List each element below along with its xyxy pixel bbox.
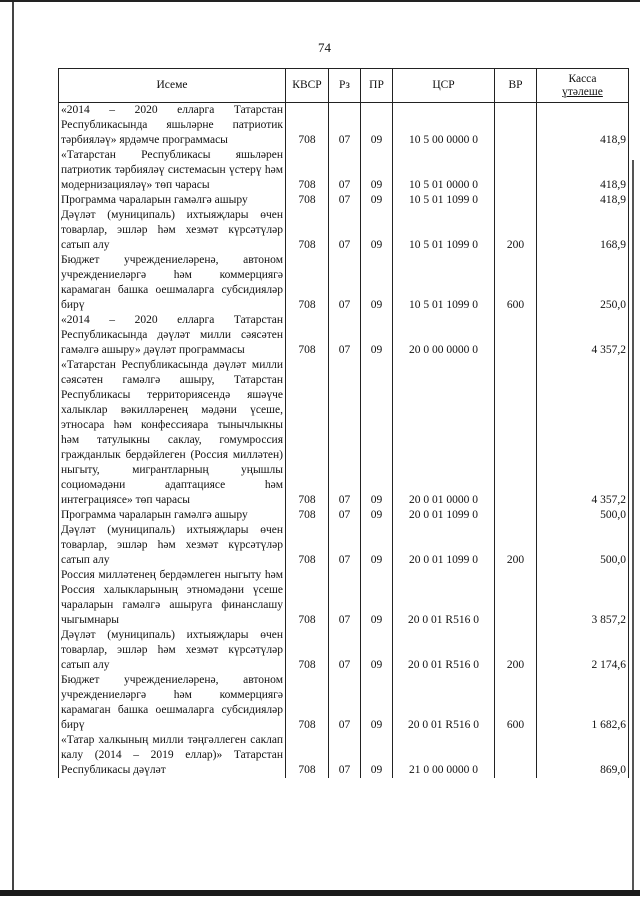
table-row [59,628,629,673]
row-amount-cell: 2 174,6 [537,628,629,673]
row-rz-cell: 07 [329,568,361,628]
row-csr-cell: 20 0 01 1099 0 [393,508,495,523]
table-row [59,148,629,193]
row-pr-cell: 09 [361,523,393,568]
row-pr-cell: 09 [361,313,393,358]
row-name-cell: Бюджет учреждениеләренә, автоном учреждениеләргә һәм коммерциягә карамаган башка оешмаларга субсидияләр бирү [59,673,286,733]
row-pr-cell: 09 [361,508,393,523]
row-vr-cell: 600 [495,253,537,313]
row-rz-cell: 07 [329,208,361,253]
row-kvsr-cell: 708 [286,358,329,508]
row-kvsr-cell: 708 [286,733,329,778]
row-pr-cell: 09 [361,193,393,208]
row-amount-cell: 250,0 [537,253,629,313]
row-csr-cell: 10 5 01 0000 0 [393,148,495,193]
header-kvsr: КВСР [286,69,329,103]
row-pr-cell: 09 [361,358,393,508]
row-csr-cell: 10 5 01 1099 0 [393,208,495,253]
table-row [59,208,629,253]
row-name-cell: «2014 – 2020 елларга Татарстан Республикасында яшьләрне патриотик тәрбияләү» ярдәмче программасы [59,103,286,149]
row-name-cell: Бюджет учреждениеләренә, автоном учреждениеләргә һәм коммерциягә карамаган башка оешмаларга субсидияләр бирү [59,253,286,313]
row-kvsr-cell: 708 [286,148,329,193]
row-pr-cell: 09 [361,253,393,313]
table-row [59,508,629,523]
row-pr-cell: 09 [361,148,393,193]
row-pr-cell: 09 [361,103,393,149]
page-left-edge [12,2,14,890]
table-row [59,103,629,149]
row-rz-cell: 07 [329,313,361,358]
table-row [59,313,629,358]
row-name-cell: Дәүләт (муниципаль) ихтыяҗлары өчен товарлар, эшләр һәм хезмәт күрсәтүләр сатып алу [59,523,286,568]
row-csr-cell: 10 5 00 0000 0 [393,103,495,149]
row-rz-cell: 07 [329,358,361,508]
row-name-cell: Дәүләт (муниципаль) ихтыяҗлары өчен товарлар, эшләр һәм хезмәт күрсәтүләр сатып алу [59,208,286,253]
row-vr-cell [495,358,537,508]
row-amount-cell: 500,0 [537,523,629,568]
header-name: Исеме [59,69,286,103]
row-amount-cell: 3 857,2 [537,568,629,628]
row-vr-cell [495,148,537,193]
header-amount [537,69,629,103]
row-kvsr-cell: 708 [286,673,329,733]
page-top-edge [0,0,640,2]
row-amount-cell: 4 357,2 [537,358,629,508]
row-pr-cell: 09 [361,568,393,628]
row-csr-cell: 20 0 01 1099 0 [393,523,495,568]
row-vr-cell: 600 [495,673,537,733]
row-name-cell: Дәүләт (муниципаль) ихтыяҗлары өчен товарлар, эшләр һәм хезмәт күрсәтүләр сатып алу [59,628,286,673]
row-kvsr-cell: 708 [286,253,329,313]
table-row [59,358,629,508]
row-kvsr-cell: 708 [286,103,329,149]
row-rz-cell: 07 [329,148,361,193]
row-amount-cell: 869,0 [537,733,629,778]
row-vr-cell [495,193,537,208]
page-bottom-edge [0,890,640,896]
row-kvsr-cell: 708 [286,313,329,358]
row-csr-cell: 20 0 01 R516 0 [393,673,495,733]
row-csr-cell: 20 0 01 R516 0 [393,628,495,673]
row-name-cell: «Татарстан Республикасында дәүләт милли сәясәтен гамәлгә ашыру, Татарстан Республикасы территориясендә яшәүче халыклар вәкилләренең мәдәни үсеше, этносара һәм конфессияара тынычлыкны һәм татулыкны саклау, гомумроссия гражданлык бердәйлеген (Россия милләтен) ныгыту, мигрантларның уңышлы социомәдәни адаптациясе һәм интеграциясе» төп чарасы [59,358,286,508]
row-vr-cell [495,733,537,778]
row-rz-cell: 07 [329,253,361,313]
header-pr: ПР [361,69,393,103]
row-vr-cell: 200 [495,628,537,673]
header-vr: ВР [495,69,537,103]
row-rz-cell: 07 [329,193,361,208]
row-vr-cell: 200 [495,523,537,568]
row-rz-cell: 07 [329,523,361,568]
row-amount-cell: 418,9 [537,148,629,193]
table-row [59,253,629,313]
row-pr-cell: 09 [361,673,393,733]
row-amount-cell: 418,9 [537,193,629,208]
row-vr-cell [495,313,537,358]
row-rz-cell: 07 [329,103,361,149]
row-amount-cell: 4 357,2 [537,313,629,358]
row-rz-cell: 07 [329,628,361,673]
row-vr-cell [495,508,537,523]
row-rz-cell: 07 [329,673,361,733]
row-name-cell: Программа чараларын гамәлгә ашыру [59,193,286,208]
row-csr-cell: 20 0 01 0000 0 [393,358,495,508]
table-header-row [59,69,629,103]
table-row [59,523,629,568]
row-kvsr-cell: 708 [286,193,329,208]
table-row [59,733,629,778]
row-name-cell: «2014 – 2020 елларга Татарстан Республикасында дәүләт милли сәясәтен гамәлгә ашыру» дәүләт программасы [59,313,286,358]
table-body [59,103,629,779]
table-row [59,193,629,208]
table-row [59,673,629,733]
row-pr-cell: 09 [361,628,393,673]
page-right-edge [632,160,634,890]
row-rz-cell: 07 [329,508,361,523]
row-csr-cell: 20 0 00 0000 0 [393,313,495,358]
page-number: 74 [318,40,331,55]
row-amount-cell: 500,0 [537,508,629,523]
row-name-cell: «Татарстан Республикасы яшьләрен патриотик тәрбияләү системасын үстерү һәм модернизацияләү» төп чарасы [59,148,286,193]
row-csr-cell: 10 5 01 1099 0 [393,253,495,313]
row-rz-cell: 07 [329,733,361,778]
header-amount-line2: үтәлеше [562,85,603,98]
row-vr-cell [495,103,537,149]
row-name-cell: «Татар халкының милли тәңгәллеген саклап калу (2014 – 2019 еллар)» Татарстан Республикасы дәүләт [59,733,286,778]
row-amount-cell: 1 682,6 [537,673,629,733]
row-kvsr-cell: 708 [286,628,329,673]
row-kvsr-cell: 708 [286,208,329,253]
table-row [59,568,629,628]
header-amount-line1: Касса [568,72,597,85]
row-kvsr-cell: 708 [286,568,329,628]
row-name-cell: Программа чараларын гамәлгә ашыру [59,508,286,523]
row-pr-cell: 09 [361,733,393,778]
budget-table [58,68,629,778]
row-vr-cell: 200 [495,208,537,253]
row-vr-cell [495,568,537,628]
header-csr: ЦСР [393,69,495,103]
row-kvsr-cell: 708 [286,508,329,523]
row-name-cell: Россия милләтенең бердәмлеген ныгыту һәм Россия халыкларының этномәдәни үсеше чараларын гамәлгә ашыруга финанслашу чыгымнары [59,568,286,628]
row-csr-cell: 10 5 01 1099 0 [393,193,495,208]
row-amount-cell: 168,9 [537,208,629,253]
header-rz: Рз [329,69,361,103]
row-pr-cell: 09 [361,208,393,253]
row-amount-cell: 418,9 [537,103,629,149]
row-csr-cell: 20 0 01 R516 0 [393,568,495,628]
row-csr-cell: 21 0 00 0000 0 [393,733,495,778]
row-kvsr-cell: 708 [286,523,329,568]
